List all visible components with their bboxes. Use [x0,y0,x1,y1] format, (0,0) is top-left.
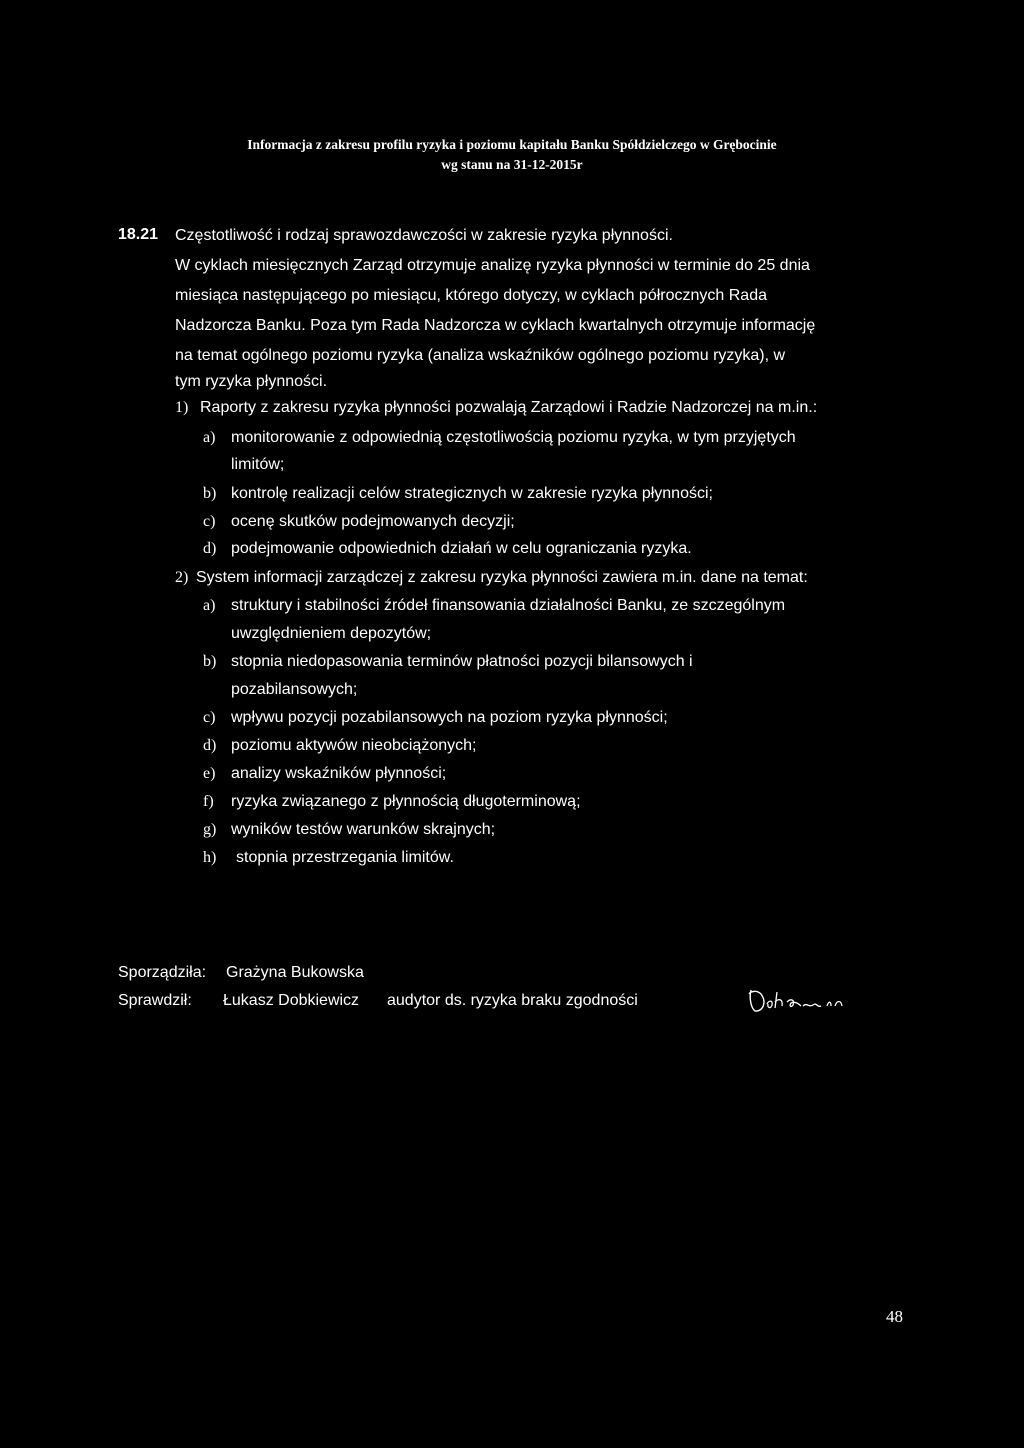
list2-item-g-marker: g) [203,821,217,838]
list2-item-d-marker: d) [203,737,217,754]
list2-item-h-text: stopnia przestrzegania limitów. [236,849,454,866]
list1-item-a-marker: a) [203,429,216,446]
list1-item-d-text: podejmowanie odpowiednich działań w celu ograniczania ryzyka. [231,540,692,557]
paragraph-line-5: tym ryzyka płynności. [175,373,328,390]
section-number: 18.21 [118,226,159,243]
list-item-1-text: Raporty z zakresu ryzyka płynności pozwalają Zarządowi i Radzie Nadzorczej na m.in.: [200,399,818,416]
paragraph-line-1: W cyklach miesięcznych Zarząd otrzymuje analizę ryzyka płynności w terminie do 25 dnia [175,257,810,274]
checked-by-name: Łukasz Dobkiewicz [223,992,360,1009]
list1-item-d-marker: d) [203,540,217,557]
list2-item-a-marker: a) [203,597,216,614]
list-item-2-text: System informacji zarządczej z zakresu ryzyka płynności zawiera m.in. dane na temat: [196,569,808,586]
list2-item-b-text-cont: pozabilansowych; [231,681,358,698]
document-header-title: Informacja z zakresu profilu ryzyka i poziomu kapitału Banku Spółdzielczego w Grębocinie [247,137,777,152]
list1-item-c-text: ocenę skutków podejmowanych decyzji; [231,513,515,530]
page-number: 48 [886,1307,903,1326]
handwritten-signature [745,984,865,1018]
list1-item-b-marker: b) [203,485,217,502]
list2-item-c-text: wpływu pozycji pozabilansowych na poziom ryzyka płynności; [231,709,668,726]
list2-item-e-text: analizy wskaźników płynności; [231,765,447,782]
list2-item-f-text: ryzyka związanego z płynnością długoterminową; [231,793,581,810]
list2-item-a-text-cont: uwzględnieniem depozytów; [231,625,432,642]
paragraph-line-4: na temat ogólnego poziomu ryzyka (analiza wskaźników ogólnego poziomu ryzyka), w [175,347,786,364]
checked-by-role: audytor ds. ryzyka braku zgodności [387,992,638,1009]
prepared-by-name: Grażyna Bukowska [226,964,364,981]
list1-item-a-text: monitorowanie z odpowiednią częstotliwością poziomu ryzyka, w tym przyjętych [231,429,796,446]
list2-item-d-text: poziomu aktywów nieobciążonych; [231,737,477,754]
list-marker-2: 2) [175,569,189,586]
list1-item-b-text: kontrolę realizacji celów strategicznych w zakresie ryzyka płynności; [231,485,713,502]
checked-by-label: Sprawdził: [118,992,192,1009]
list2-item-a-text: struktury i stabilności źródeł finansowania działalności Banku, ze szczególnym [231,597,786,614]
list1-item-c-marker: c) [203,513,216,530]
list2-item-c-marker: c) [203,709,216,726]
document-header-date: wg stanu na 31-12-2015r [441,157,583,172]
list2-item-f-marker: f) [203,793,214,810]
list1-item-a-text-cont: limitów; [231,456,285,473]
list2-item-b-marker: b) [203,653,217,670]
prepared-by-label: Sporządziła: [118,964,207,981]
list2-item-b-text: stopnia niedopasowania terminów płatności pozycji bilansowych i [231,653,693,670]
section-title: Częstotliwość i rodzaj sprawozdawczości w zakresie ryzyka płynności. [175,227,673,244]
list2-item-h-marker: h) [203,849,217,866]
paragraph-line-3: Nadzorcza Banku. Poza tym Rada Nadzorcza w cyklach kwartalnych otrzymuje informację [175,317,816,334]
list2-item-e-marker: e) [203,765,216,782]
paragraph-line-2: miesiąca następującego po miesiącu, którego dotyczy, w cyklach półrocznych Rada [175,287,767,304]
list-marker-1: 1) [175,399,189,416]
list2-item-g-text: wyników testów warunków skrajnych; [231,821,496,838]
